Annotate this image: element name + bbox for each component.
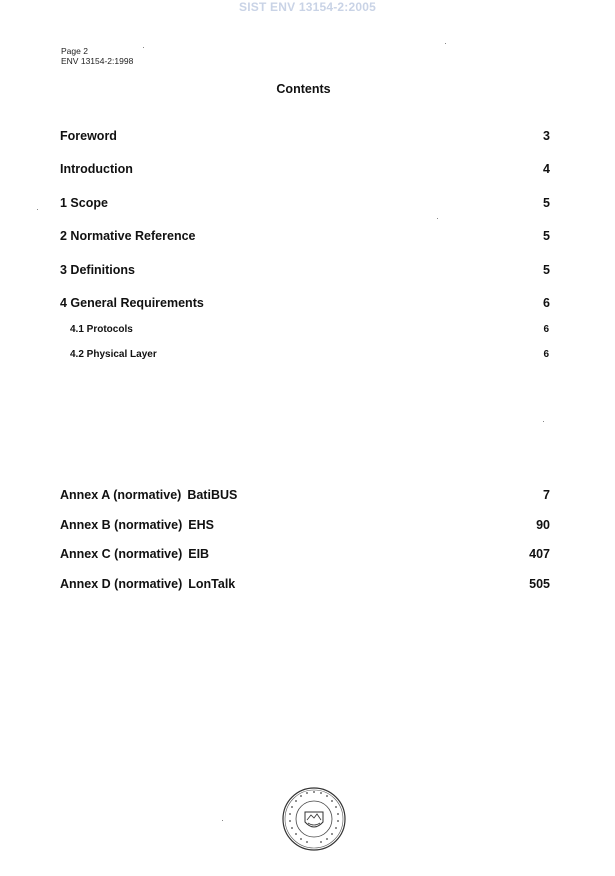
annex-page: 7 bbox=[543, 488, 550, 502]
toc-subentry-physical-layer[interactable] bbox=[70, 349, 549, 360]
toc-entry-page: 5 bbox=[543, 229, 550, 243]
annex-label bbox=[60, 547, 209, 561]
toc-entry-scope[interactable] bbox=[60, 196, 550, 210]
scan-speck bbox=[445, 43, 446, 44]
annex-prefix: Annex D (normative) bbox=[60, 577, 183, 591]
page-number: Page 2 bbox=[61, 46, 88, 56]
toc-entry-page: 5 bbox=[543, 263, 550, 277]
toc-entry-label: 4 General Requirements bbox=[60, 296, 204, 310]
scan-speck bbox=[437, 218, 438, 219]
annex-prefix: Annex C (normative) bbox=[60, 547, 183, 561]
toc-entry-definitions[interactable] bbox=[60, 263, 550, 277]
annex-name: EIB bbox=[188, 547, 210, 561]
toc-subentry-page: 6 bbox=[543, 324, 549, 335]
annex-name: BatiBUS bbox=[187, 488, 238, 502]
toc-subentry-label: 4.2 Physical Layer bbox=[70, 349, 157, 360]
toc-entry-page: 3 bbox=[543, 129, 550, 143]
scan-speck bbox=[143, 47, 144, 48]
toc-entry-label: 2 Normative Reference bbox=[60, 229, 196, 243]
annex-name: LonTalk bbox=[188, 577, 236, 591]
official-seal-stamp bbox=[281, 786, 347, 852]
annex-page: 90 bbox=[536, 518, 550, 532]
toc-subentry-protocols[interactable] bbox=[70, 324, 549, 335]
contents-title: Contents bbox=[276, 82, 331, 96]
document-id: ENV 13154-2:1998 bbox=[61, 56, 134, 66]
annex-label bbox=[60, 518, 214, 532]
toc-entry-page: 5 bbox=[543, 196, 550, 210]
toc-entry-foreword[interactable] bbox=[60, 129, 550, 143]
toc-entry-page: 4 bbox=[543, 162, 550, 176]
annex-label bbox=[60, 488, 237, 502]
toc-entry-normative-reference[interactable] bbox=[60, 229, 550, 243]
annex-prefix: Annex A (normative) bbox=[60, 488, 182, 502]
toc-entry-page: 6 bbox=[543, 296, 550, 310]
toc-entry-label: Foreword bbox=[60, 129, 117, 143]
toc-entry-label: 3 Definitions bbox=[60, 263, 136, 277]
scan-speck bbox=[37, 209, 38, 210]
annex-prefix: Annex B (normative) bbox=[60, 518, 183, 532]
scan-speck bbox=[543, 421, 544, 422]
toc-annex-a[interactable] bbox=[60, 488, 550, 502]
toc-subentry-page: 6 bbox=[543, 349, 549, 360]
annex-label bbox=[60, 577, 235, 591]
toc-annex-c[interactable] bbox=[60, 547, 550, 561]
toc-subentry-label: 4.1 Protocols bbox=[70, 324, 133, 335]
annex-page: 407 bbox=[529, 547, 550, 561]
toc-entry-general-requirements[interactable] bbox=[60, 296, 550, 310]
scan-speck bbox=[222, 820, 223, 821]
toc-entry-label: 1 Scope bbox=[60, 196, 108, 210]
toc-entry-label: Introduction bbox=[60, 162, 133, 176]
annex-page: 505 bbox=[529, 577, 550, 591]
annex-name: EHS bbox=[188, 518, 214, 532]
watermark: SIST ENV 13154-2:2005 bbox=[239, 0, 376, 14]
page-header bbox=[61, 46, 133, 66]
toc-annex-d[interactable] bbox=[60, 577, 550, 591]
toc-annex-b[interactable] bbox=[60, 518, 550, 532]
toc-entry-introduction[interactable] bbox=[60, 162, 550, 176]
